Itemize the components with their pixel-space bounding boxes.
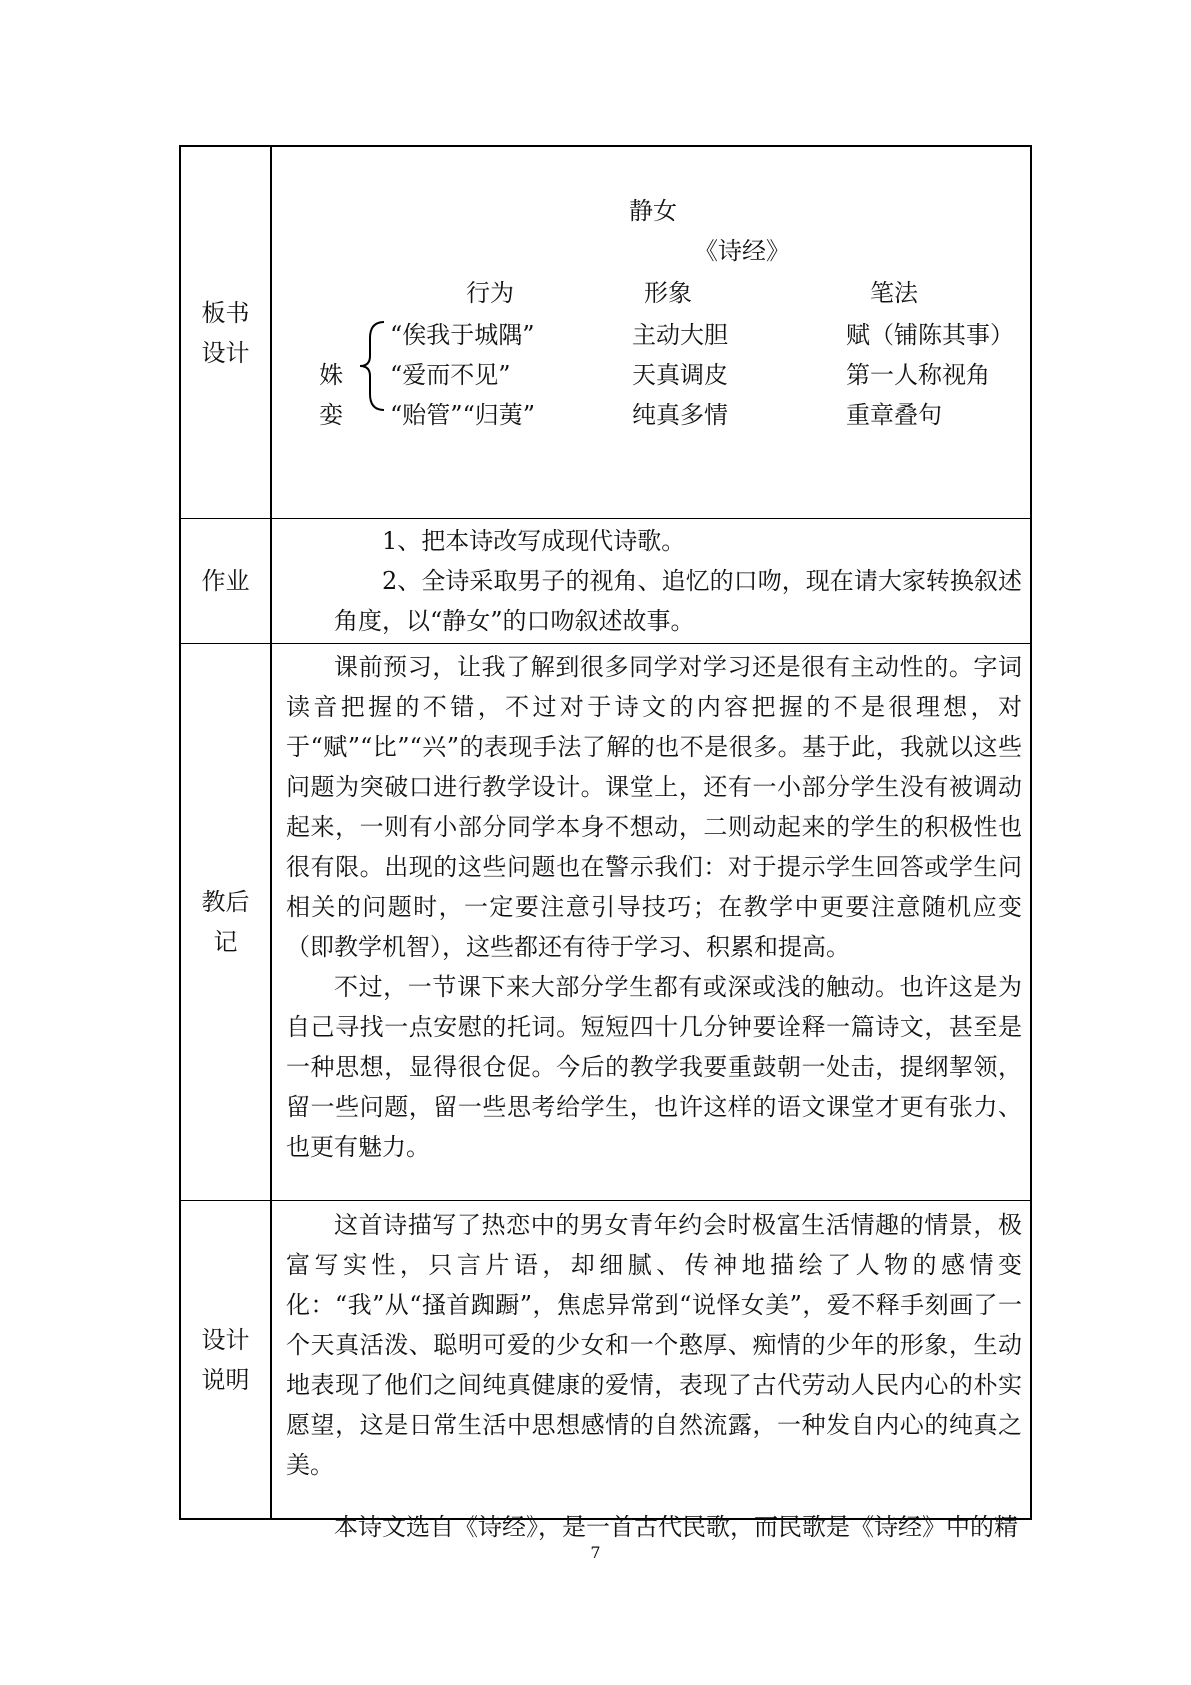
row3-technique: 重章叠句 <box>846 401 942 429</box>
homework-list <box>286 521 1022 641</box>
design-notes-row <box>181 1201 1030 1541</box>
side-char-2: 娈 <box>319 401 343 429</box>
homework-item: 1、把本诗改写成现代诗歌。 <box>382 527 686 555</box>
reflection-paragraph: 不过，一节课下来大部分学生都有或深或浅的触动。也许这是为自己寻找一点安慰的托词。短短四十几分钟要诠释一篇诗文，甚至是一种思想，显得很仓促。今后的教学我要重鼓朝一处击，提纲挈领，留一些问题，留一些思考给学生，也许这样的语文课堂才更有张力、也更有魅力。 <box>286 973 1022 1161</box>
label-line: 板书 <box>201 298 250 327</box>
row2-behavior: “爱而不见” <box>390 361 511 389</box>
reflection-text <box>286 647 1022 1167</box>
design-notes-text <box>286 1205 1022 1547</box>
reflection-paragraph: 课前预习，让我了解到很多同学对学习还是很有主动性的。字词读音把握的不错，不过对于诗文的内容把握的不是很理想，对于“赋”“比”“兴”的表现手法了解的也不是很多。基于此，我就以这些问题为突破口进行教学设计。课堂上，还有一小部分学生没有被调动起来，一则有小部分同学本身不想动，二则动起来的学生的积极性也很有限。出现的这些问题也在警示我们：对于提示学生回答或学生问相关的问题时，一定要注意引导技巧；在教学中更要注意随机应变（即教学机智），这些都还有待于学习、积累和提高。 <box>286 653 1022 961</box>
homework-row <box>181 519 1030 644</box>
row1-image: 主动大胆 <box>632 321 728 349</box>
design-notes-paragraph: 这首诗描写了热恋中的男女青年约会时极富生活情趣的情景，极富写实性，只言片语，却细腻、传神地描绘了人物的感情变化：“我”从“搔首踟蹰”，焦虑异常到“说怿女美”，爱不释手刻画了一个天真活泼、聪明可爱的少女和一个憨厚、痴情的少年的形象，生动地表现了他们之间纯真健康的爱情，表现了古代劳动人民内心的朴实愿望，这是日常生活中思想感情的自然流露，一种发自内心的纯真之美。 <box>286 1211 1022 1479</box>
reflection-content <box>274 644 1030 1200</box>
reflection-label <box>181 644 272 1200</box>
label-line: 说明 <box>201 1365 250 1394</box>
label-line: 作业 <box>201 567 250 595</box>
row1-technique: 赋（铺陈其事） <box>846 321 1014 349</box>
row1-behavior: “俟我于城隅” <box>390 321 535 349</box>
board-title: 静女 <box>629 197 677 225</box>
label-line: 教后 <box>201 888 250 916</box>
label-line: 设计 <box>201 1325 250 1354</box>
row3-behavior: “贻管”“归荑” <box>390 401 536 429</box>
board-source: 《诗经》 <box>694 237 790 265</box>
board-design-label <box>181 147 272 518</box>
homework-content <box>274 519 1030 643</box>
homework-label <box>181 519 272 643</box>
page-number: 7 <box>590 1543 601 1562</box>
row2-image: 天真调皮 <box>632 361 728 389</box>
label-line: 记 <box>213 928 238 956</box>
side-char-1: 姝 <box>319 361 343 389</box>
design-notes-label <box>181 1201 272 1518</box>
header-technique: 笔法 <box>870 279 918 307</box>
homework-item: 2、全诗采取男子的视角、追忆的口吻，现在请大家转换叙述角度，以“静女”的口吻叙述故事。 <box>334 567 1022 635</box>
board-design-row <box>181 147 1030 519</box>
lesson-table <box>179 145 1032 1541</box>
design-notes-paragraph: 本诗文选自《诗经》，是一首古代民歌，而民歌是《诗经》中的精 <box>334 1513 1018 1541</box>
reflection-row <box>181 644 1030 1201</box>
row3-image: 纯真多情 <box>632 401 728 429</box>
header-behavior: 行为 <box>466 279 514 307</box>
design-notes-content <box>274 1201 1030 1541</box>
header-image: 形象 <box>644 279 692 307</box>
row2-technique: 第一人称视角 <box>846 361 990 389</box>
board-design-content <box>274 147 1030 518</box>
label-line: 设计 <box>201 338 250 367</box>
brace-icon <box>358 320 388 412</box>
